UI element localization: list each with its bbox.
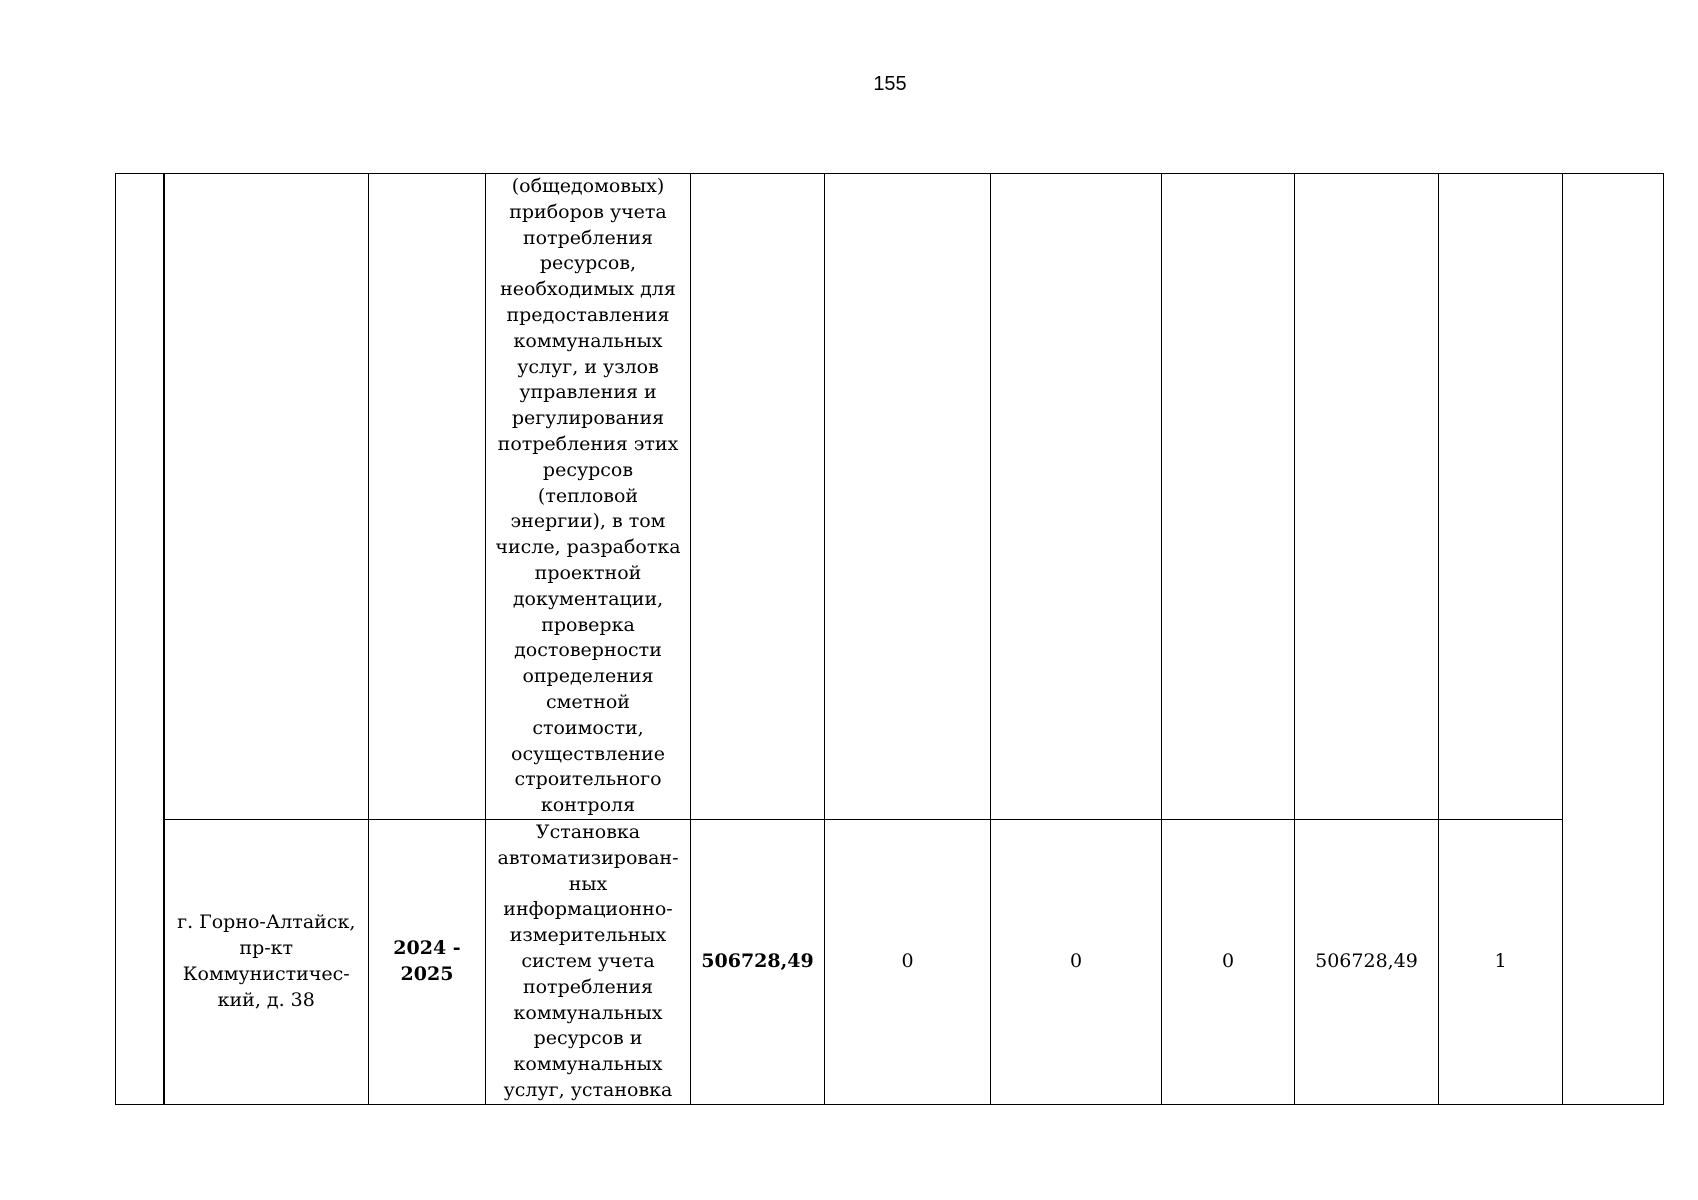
total-cost-cell: 506728,49: [691, 819, 825, 1104]
page-number: 155: [873, 73, 907, 95]
document-table-wrapper: [115, 173, 1664, 1105]
count-cell: [1439, 174, 1563, 820]
description-cell: Установка автоматизирован- ных информационно- измерительных систем учета потребления коммунальных ресурсов и коммунальных услуг, установка: [486, 819, 691, 1104]
funding-cell-2: 0: [991, 819, 1162, 1104]
note-cell: [1563, 174, 1664, 1105]
funding-cell-3: 0: [1162, 819, 1295, 1104]
funding-cell-4: 506728,49: [1295, 819, 1439, 1104]
table-row: [116, 174, 1664, 820]
address-cell: г. Горно-Алтайск, пр-кт Коммунистичес- кий, д. 38: [164, 819, 369, 1104]
count-cell: 1: [1439, 819, 1563, 1104]
description-cell: (общедомовых) приборов учета потребления ресурсов, необходимых для предоставления коммунальных услуг, и узлов управления и регулирования потребления этих ресурсов (тепловой энергии), в том числе, разработка проектной документации, проверка достоверности определения сметной стоимости, осуществление строительного контроля: [486, 174, 691, 820]
table-row: [116, 819, 1664, 1104]
funding-cell-3: [1162, 174, 1295, 820]
funding-cell-1: [825, 174, 991, 820]
period-cell: 2024 - 2025: [369, 819, 486, 1104]
total-cost-cell: [691, 174, 825, 820]
document-table: [115, 173, 1664, 1105]
funding-cell-4: [1295, 174, 1439, 820]
address-cell: [164, 174, 369, 820]
index-cell: [116, 174, 164, 1105]
funding-cell-2: [991, 174, 1162, 820]
period-cell: [369, 174, 486, 820]
funding-cell-1: 0: [825, 819, 991, 1104]
